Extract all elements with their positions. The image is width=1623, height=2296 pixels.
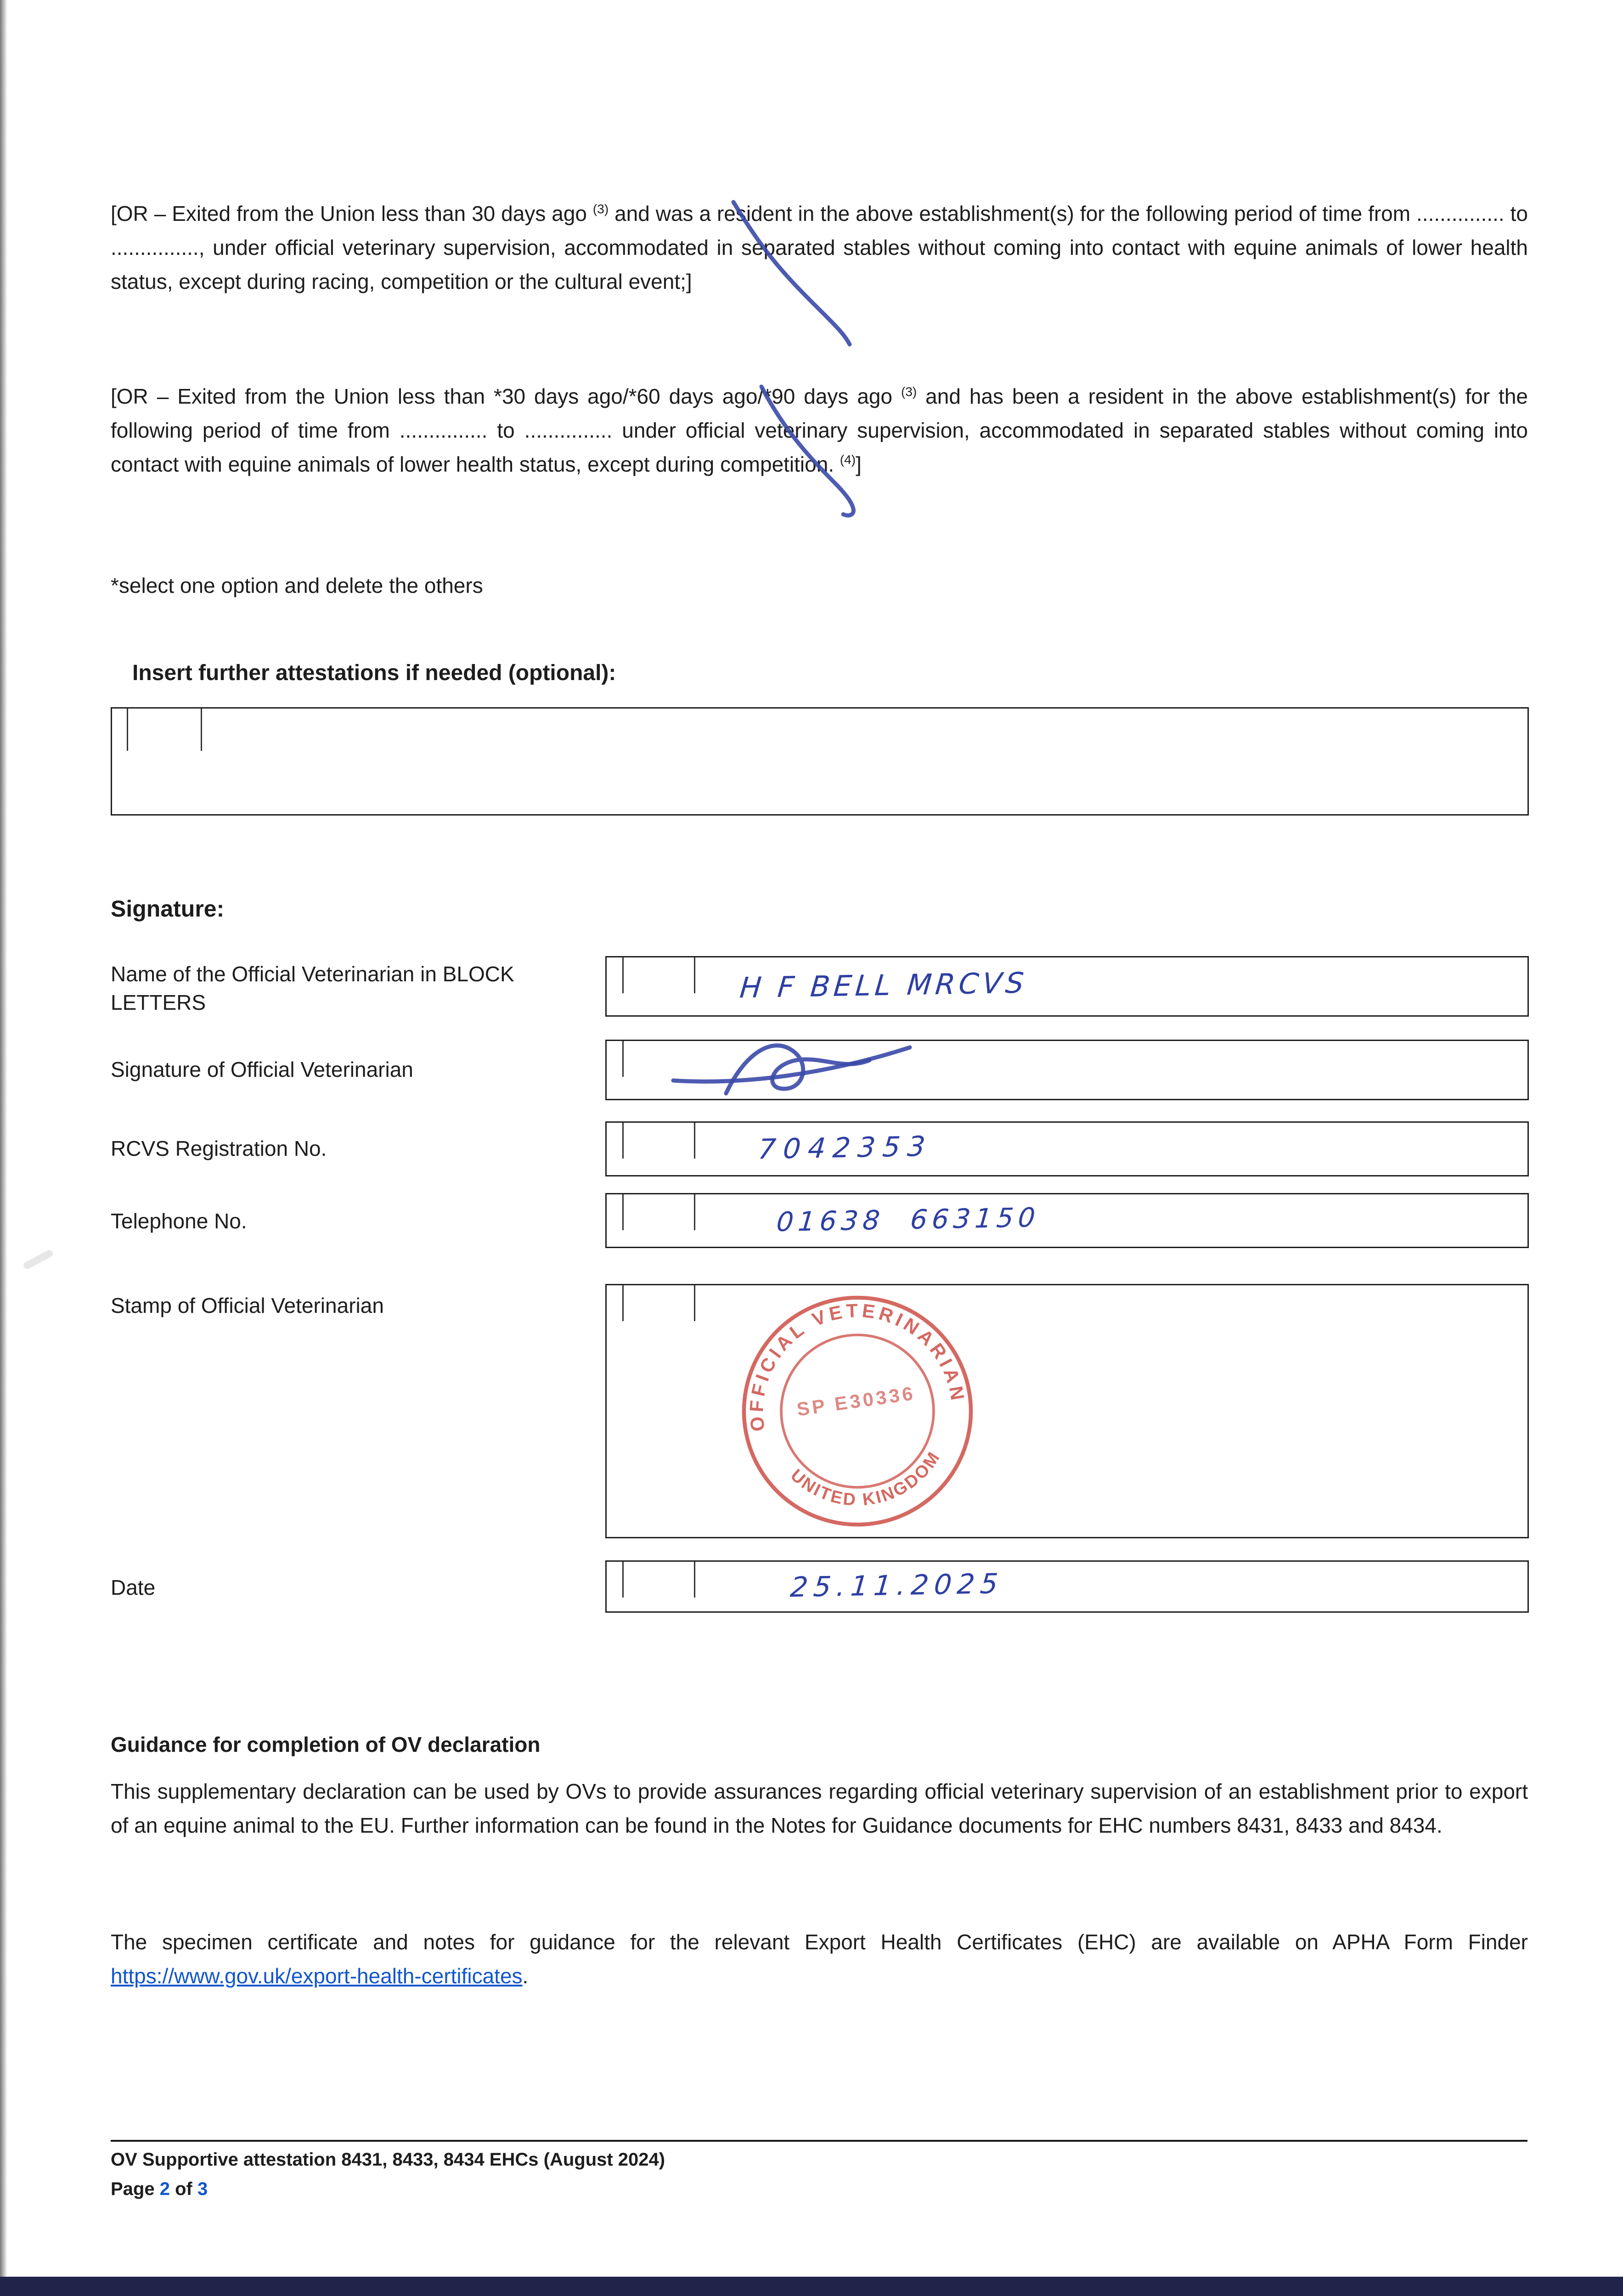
cell-mark [622,1194,624,1230]
signature-stroke [726,1046,869,1093]
guidance-paragraph-1: This supplementary declaration can be used by OVs to provide assurances regarding official veterinary supervision of an establishment prior to export of an equine animal to the EU. Further information can be found in the Notes for Guidance documents for EHC numbers 8431, 8433 and 8434. [111,1779,1528,1837]
field-box-date [605,1560,1529,1613]
footnote-ref-4: (4) [840,452,856,467]
field-label-signature: Signature of Official Veterinarian [111,1058,413,1081]
or-clause-2-text-cont: and has been a resident in the above establishment(s) for the following period of time from ............... to ............... under official veterinary supervision, accommodated in separated stables without coming into contact with equine animals of lower health status, except during competition. [111,384,1528,476]
or-clause-2 [111,379,1528,481]
signature-scribble [653,1041,1573,1099]
scan-bottom-bar-artifact [0,2277,1623,2296]
field-box-stamp [605,1284,1529,1538]
field-label-date: Date [111,1576,156,1599]
further-attestations-heading: Insert further attestations if needed (optional): [132,661,616,685]
guidance-paragraph-2-text: The specimen certificate and notes for guidance for the relevant Export Health Certificates (EHC) are available on APHA Form Finder [111,1930,1528,1954]
guidance-paragraph-2 [111,1925,1528,1993]
field-box-rcvs [605,1121,1529,1176]
or-clause-1 [111,197,1528,298]
scan-smudge-artifact [22,1249,54,1271]
ehc-link[interactable]: https://www.gov.uk/export-health-certificates [111,1964,523,1988]
cell-mark [622,957,624,993]
field-label-telephone: Telephone No. [111,1209,247,1233]
field-label-stamp: Stamp of Official Veterinarian [111,1294,384,1317]
field-label-name: Name of the Official Veterinarian in BLOCK LETTERS [111,962,514,1014]
cell-mark [694,1562,695,1598]
cell-mark [694,1123,695,1159]
page-prefix: Page [111,2179,160,2199]
footer-divider [111,2140,1527,2142]
or-clause-2-text: [OR – Exited from the Union less than *30 days ago/*60 days ago/*90 days ago [111,384,901,408]
handwritten-date: 25.11.2025 [789,1567,1005,1604]
stamp-center-text: SP E30336 [795,1382,917,1420]
cell-mark [622,1562,624,1598]
cell-mark [127,709,128,751]
svg-text:UNITED KINGDOM [785,1445,949,1519]
cell-mark [694,1194,695,1230]
signature-section-heading: Signature: [111,896,225,922]
further-attestations-box [111,707,1529,816]
select-option-note: *select one option and delete the others [111,574,483,597]
stamp-bottom-text: UNITED KINGDOM [787,1447,944,1509]
field-box-telephone [605,1193,1529,1248]
handwritten-telephone: 01638 663150 [775,1201,1041,1238]
page-of: of [169,2179,197,2199]
guidance-heading: Guidance for completion of OV declaration [111,1733,541,1756]
field-label-rcvs: RCVS Registration No. [111,1137,327,1160]
page-current: 2 [159,2179,170,2199]
cell-mark [201,709,202,751]
cell-mark [622,1285,624,1321]
or-clause-1-text: [OR – Exited from the Union less than 30 days ago [111,202,593,225]
cell-mark [622,1041,624,1077]
footnote-ref-3b: (3) [901,384,917,399]
field-box-name [605,956,1529,1017]
or-clause-2-text-end: ] [856,452,862,476]
signature-stroke [673,1047,910,1081]
footer-page-number [111,2177,208,2201]
or-clause-1-text-cont: and was a resident in the above establishment(s) for the following period of time from ............... to ..............., under official veterinary supervision, accommodated in separated stables without coming into contact with equine animals of lower health status, except during racing, competition or the cultural event;] [111,202,1528,293]
stamp-top-text: OFFICIAL VETERINARIAN [745,1299,969,1433]
official-veterinarian-stamp [736,1290,979,1532]
footnote-ref-3: (3) [592,202,609,216]
guidance-paragraph-2-end: . [522,1964,529,1988]
scan-edge-artifact [0,0,7,2296]
cell-mark [622,1123,624,1159]
field-box-signature [605,1040,1529,1100]
cell-mark [694,1285,695,1321]
footer-document-title: OV Supportive attestation 8431, 8433, 8434 EHCs (August 2024) [111,2150,665,2170]
handwritten-name: H F BELL MRCVS [738,966,1029,1005]
handwritten-rcvs-number: 7042353 [756,1130,934,1166]
cell-mark [694,957,695,993]
page-total: 3 [197,2179,208,2199]
